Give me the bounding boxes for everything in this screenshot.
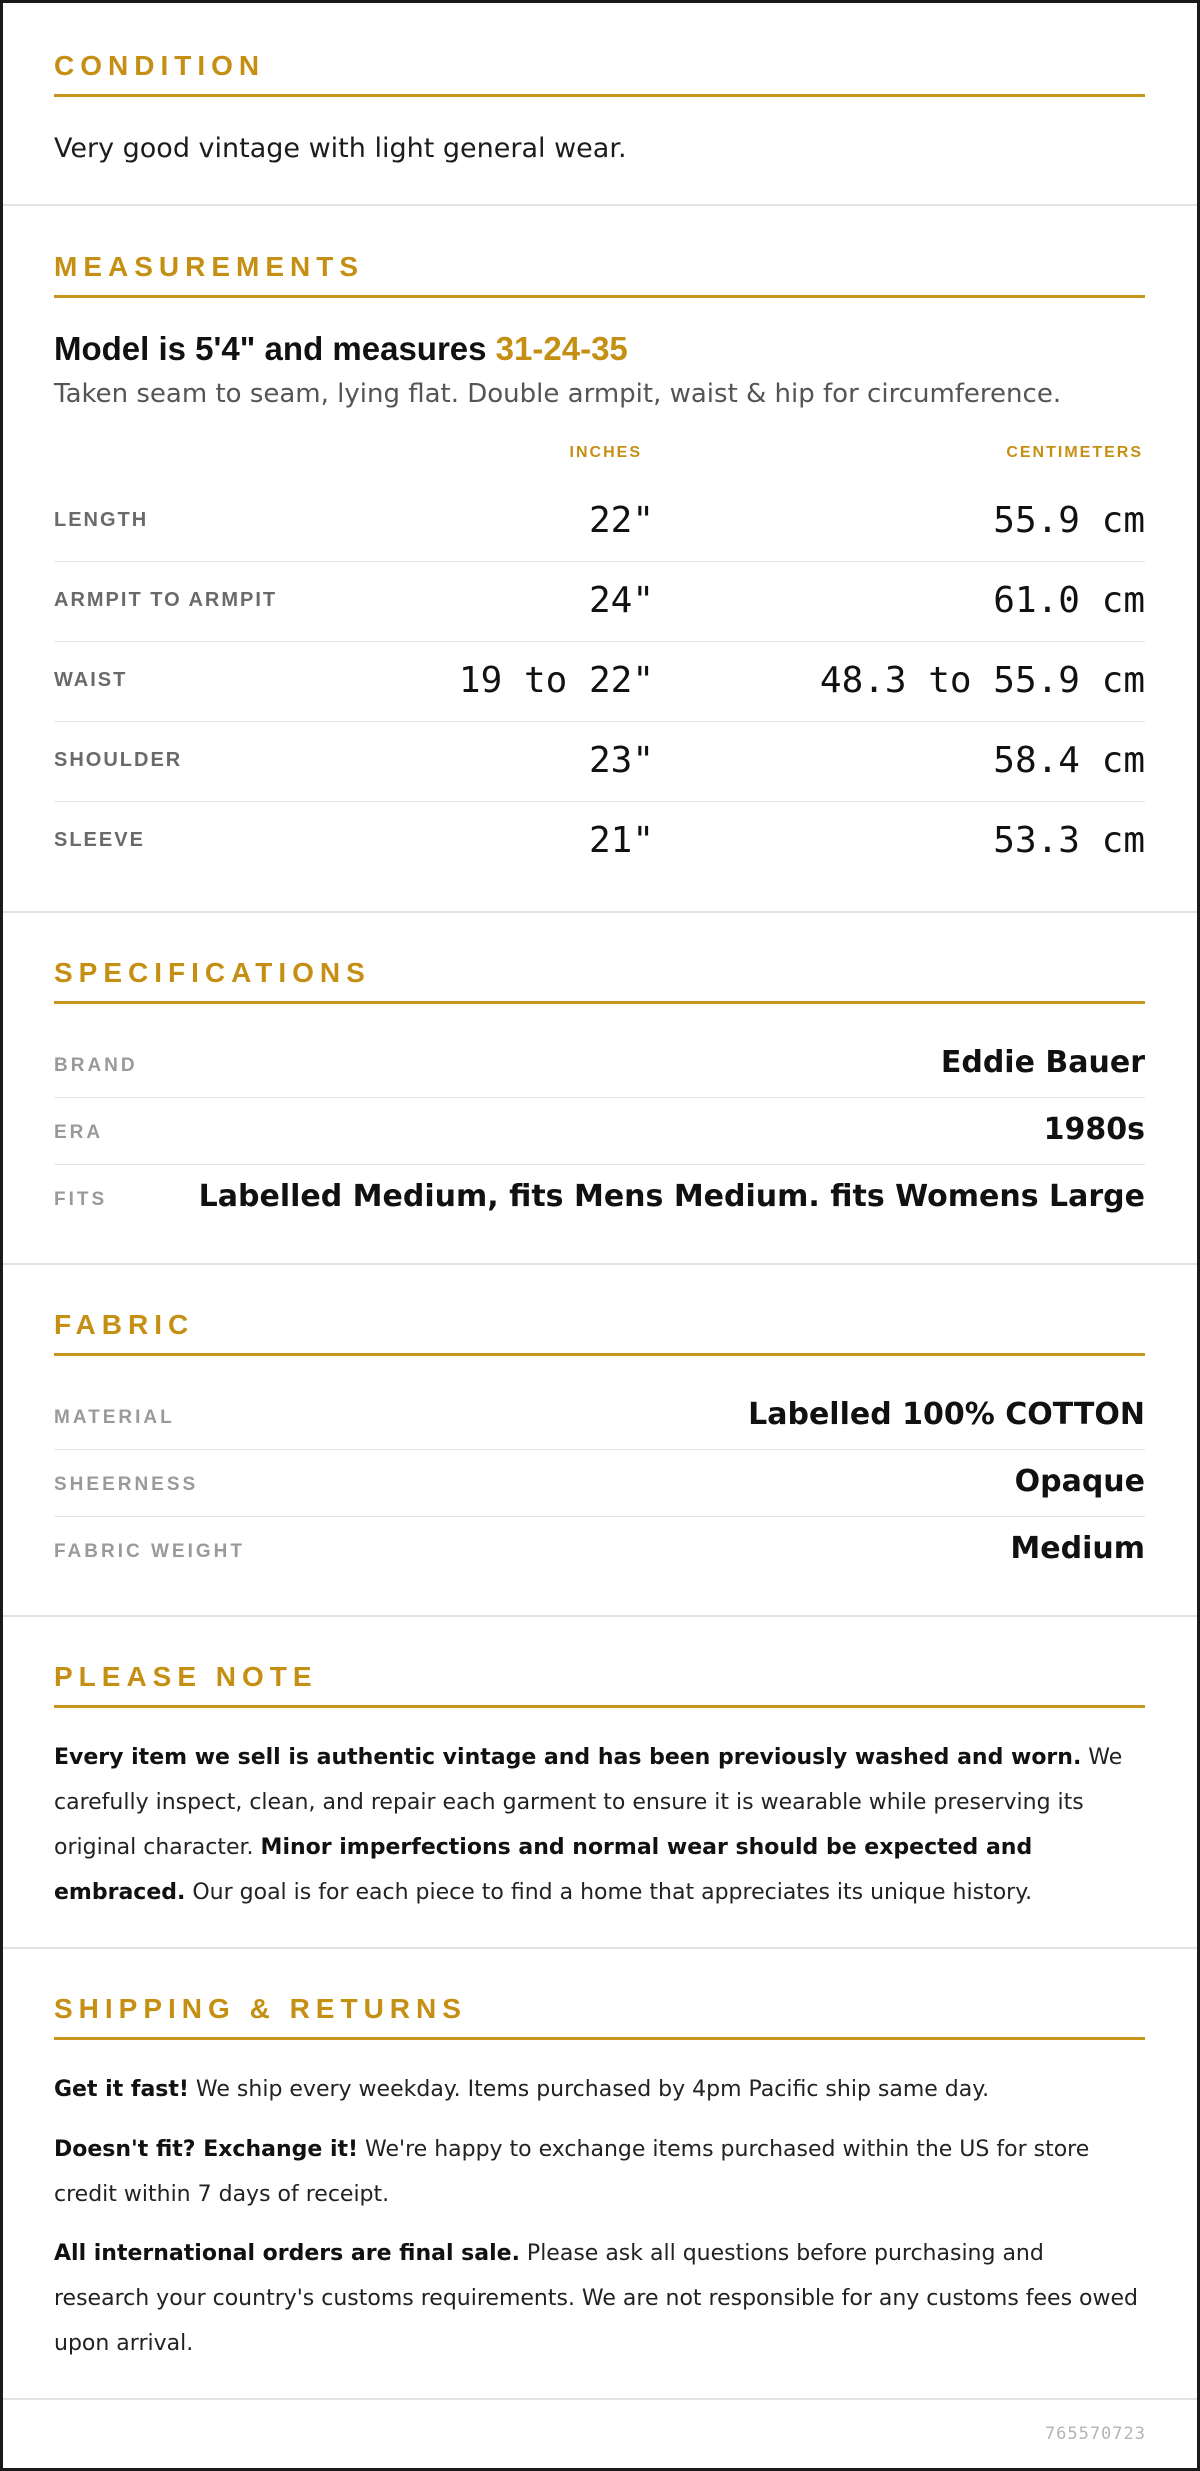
measurement-label: SHOULDER [54,749,183,771]
shipping-emphasis: All international orders are final sale. [54,2241,520,2266]
section-divider [3,1947,1197,1949]
measurement-label: SLEEVE [54,829,145,851]
spec-value: Labelled 100% COTTON [748,1397,1145,1432]
spec-label: FABRIC WEIGHT [54,1541,245,1562]
section-divider [3,911,1197,913]
measurement-inches: 23" [588,740,654,781]
measurement-label: LENGTH [54,509,149,531]
model-prefix: Model is 5'4" and measures [54,330,496,367]
please-note-text [54,1735,1145,1915]
shipping-emphasis: Doesn't fit? Exchange it! [54,2137,359,2162]
inches-column-header: INCHES [569,444,642,461]
sku-number: 765570723 [1044,2424,1146,2444]
note-text: Our goal is for each piece to find a home that appreciates its unique history. [185,1880,1033,1905]
condition-rule [54,94,1145,97]
shipping-exchange [54,2127,1145,2217]
please-note-rule [54,1705,1145,1708]
please-note-heading: PLEASE NOTE [54,1661,318,1692]
shipping-heading: SHIPPING & RETURNS [54,1993,467,2024]
measurement-row-shoulder [54,722,1145,802]
shipping-text: We ship every weekday. Items purchased by 4pm Pacific ship same day. [188,2077,990,2102]
model-stats: 31-24-35 [495,330,628,367]
measurement-row-armpit [54,562,1145,642]
measurement-inches: 21" [588,820,654,861]
section-divider [3,1615,1197,1617]
condition-heading: CONDITION [54,50,266,81]
shipping-rule [54,2037,1145,2040]
spec-label: ERA [54,1122,104,1143]
spec-row-sheerness [54,1450,1145,1517]
section-divider [3,1263,1197,1265]
shipping-international [54,2231,1145,2366]
spec-label: MATERIAL [54,1407,175,1428]
measurement-row-waist [54,642,1145,722]
spec-label: BRAND [54,1055,138,1076]
note-emphasis: Minor imperfections and normal wear should be expected and embraced. [54,1835,1033,1905]
condition-text: Very good vintage with light general wear. [54,133,627,164]
spec-row-fabric-weight [54,1517,1145,1584]
spec-value: Labelled Medium, fits Mens Medium. fits Womens Large [198,1179,1145,1214]
section-divider [3,204,1197,206]
shipping-fast [54,2067,1145,2112]
specifications-heading: SPECIFICATIONS [54,957,371,988]
spec-value: Eddie Bauer [940,1045,1145,1080]
measurement-inches: 19 to 22" [458,660,654,701]
fabric-heading: FABRIC [54,1309,195,1340]
fabric-rule [54,1353,1145,1356]
measurements-heading: MEASUREMENTS [54,251,365,282]
shipping-emphasis: Get it fast! [54,2077,189,2102]
measurement-cm: 48.3 to 55.9 cm [819,660,1145,701]
measurement-cm: 53.3 cm [993,820,1145,861]
spec-label: SHEERNESS [54,1474,199,1495]
section-divider [3,2398,1197,2400]
spec-label: FITS [54,1189,108,1210]
measurement-inches: 22" [588,500,654,541]
spec-value: Opaque [1014,1464,1145,1499]
measurement-note: Taken seam to seam, lying flat. Double armpit, waist & hip for circumference. [54,379,1062,409]
measurement-cm: 55.9 cm [993,500,1145,541]
centimeters-column-header: CENTIMETERS [1006,444,1143,461]
measurement-cm: 61.0 cm [993,580,1145,621]
measurement-row-length [54,482,1145,562]
spec-row-material [54,1383,1145,1450]
spec-row-fits [54,1165,1145,1232]
shipping-text: We're happy to exchange items purchased within the US for store credit within 7 days of receipt. [54,2137,1090,2207]
spec-value: 1980s [1043,1112,1145,1147]
spec-value: Medium [1010,1531,1145,1566]
specifications-rule [54,1001,1145,1004]
shipping-text: Please ask all questions before purchasing and research your country's customs requirements. We are not responsible for any customs fees owed upon arrival. [54,2241,1139,2356]
model-measurements [54,329,628,369]
measurement-label: ARMPIT TO ARMPIT [54,589,278,611]
spec-row-era [54,1098,1145,1165]
measurements-rule [54,295,1145,298]
note-text: We carefully inspect, clean, and repair each garment to ensure it is wearable while preserving its original character. [54,1745,1123,1860]
measurement-inches: 24" [588,580,654,621]
note-emphasis: Every item we sell is authentic vintage and has been previously washed and worn. [54,1745,1082,1770]
measurement-cm: 58.4 cm [993,740,1145,781]
measurement-row-sleeve [54,802,1145,882]
spec-row-brand [54,1031,1145,1098]
measurement-label: WAIST [54,669,128,691]
